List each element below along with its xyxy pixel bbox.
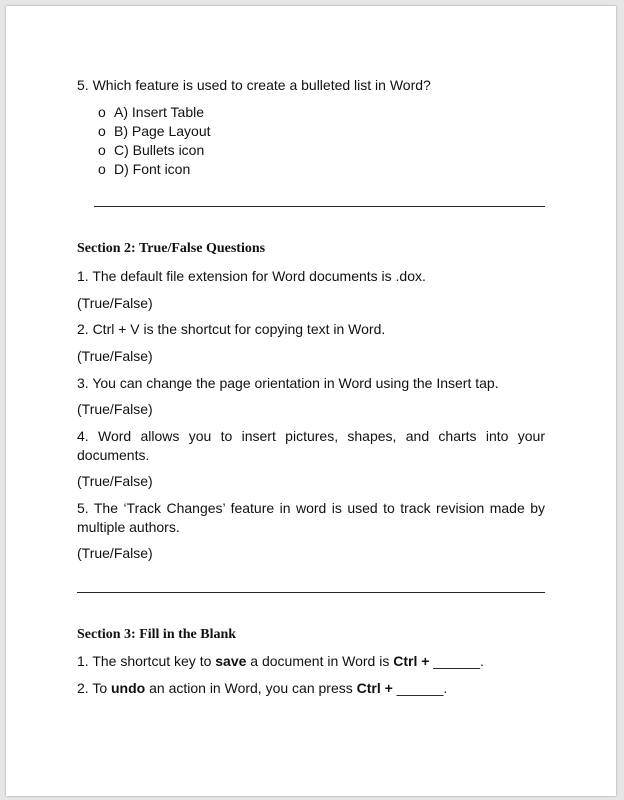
tf-answer-5: (True/False) <box>77 545 153 561</box>
tf-question-1: 1. The default file extension for Word documents is .dox. <box>77 268 426 284</box>
tf-question-2: 2. Ctrl + V is the shortcut for copying text in Word. <box>77 321 386 337</box>
document-page <box>6 6 616 796</box>
bullet-icon: o <box>98 142 106 158</box>
option-c: o C) Bullets icon <box>98 142 205 158</box>
section-3-heading: Section 3: Fill in the Blank <box>77 627 237 642</box>
fill-question-1: 1. The shortcut key to save a document in Word is Ctrl + ______. <box>77 653 484 669</box>
tf-question-4: 4. Word allows you to insert pictures, shapes, and charts into your documents. <box>77 428 545 463</box>
tf-answer-3: (True/False) <box>77 401 153 417</box>
section-2-heading: Section 2: True/False Questions <box>77 241 266 256</box>
divider-line <box>77 592 545 593</box>
option-b: o B) Page Layout <box>98 123 211 139</box>
divider-line <box>94 206 545 207</box>
tf-question-5: 5. The ‘Track Changes’ feature in word is used to track revision made by multiple authors. <box>77 500 545 535</box>
bullet-icon: o <box>98 123 106 139</box>
fill-question-2: 2. To undo an action in Word, you can press Ctrl + ______. <box>77 680 448 696</box>
bullet-icon: o <box>98 161 106 177</box>
tf-answer-4: (True/False) <box>77 473 153 489</box>
option-d: o D) Font icon <box>98 161 191 177</box>
tf-question-3: 3. You can change the page orientation in Word using the Insert tap. <box>77 375 499 391</box>
bullet-icon: o <box>98 104 106 120</box>
tf-answer-1: (True/False) <box>77 295 153 311</box>
option-a: o A) Insert Table <box>98 104 205 120</box>
question-5: 5. Which feature is used to create a bulleted list in Word? <box>77 77 431 93</box>
tf-answer-2: (True/False) <box>77 348 153 364</box>
